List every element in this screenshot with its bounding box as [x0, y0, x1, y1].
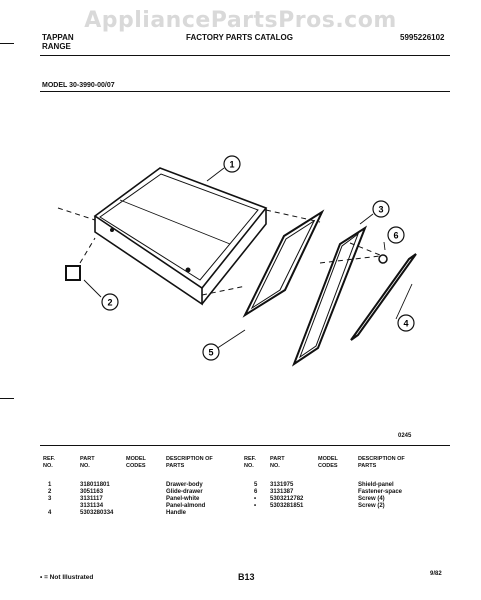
col-desc-right: DESCRIPTION OF PARTS: [358, 456, 405, 469]
col-part-left: PART NO.: [80, 456, 95, 469]
callout-2: [102, 294, 118, 310]
fastener-spacer: [379, 255, 387, 263]
row-desc: Fastener-space: [358, 489, 403, 495]
row-desc: Shield-panel: [358, 482, 394, 488]
model-rule: [40, 91, 450, 92]
col-ref-right: REF. NO.: [244, 456, 256, 469]
callout-3: [373, 201, 389, 217]
row-ref: 1: [48, 482, 52, 488]
catalog-title: FACTORY PARTS CATALOG: [186, 33, 293, 42]
revision-date: 9/82: [430, 571, 442, 577]
row-part: 3131975: [270, 482, 294, 488]
margin-tick: [0, 398, 14, 399]
row-part: 318011801: [80, 482, 110, 488]
row-part: 5303280334: [80, 510, 114, 516]
col-ref-left: REF. NO.: [43, 456, 55, 469]
row-ref: 4: [48, 510, 52, 516]
watermark: AppliancePartsPros.com: [84, 8, 397, 33]
row-part: 3131134: [80, 503, 104, 509]
row-part: 5303281851: [270, 503, 304, 509]
margin-tick: [0, 43, 14, 44]
not-illustrated-note: • = Not Illustrated: [40, 574, 94, 581]
exploded-parts-diagram: [40, 120, 440, 380]
row-desc: Screw (2): [358, 503, 385, 509]
row-ref: 3: [48, 496, 52, 502]
col-desc-left: DESCRIPTION OF PARTS: [166, 456, 213, 469]
svg-text:2: 2: [107, 297, 113, 308]
table-top-rule: [40, 445, 450, 446]
row-desc: Screw (4): [358, 496, 385, 502]
brand-line-1: TAPPAN: [42, 33, 74, 42]
row-desc: Handle: [166, 510, 187, 516]
row-ref: •: [254, 496, 257, 502]
row-desc: Panel-white: [166, 496, 200, 502]
row-part: 3131117: [80, 496, 103, 502]
figure-code: 0245: [398, 433, 412, 439]
svg-text:3: 3: [378, 204, 384, 215]
drawer-glide: [66, 266, 80, 280]
svg-text:4: 4: [403, 318, 409, 329]
row-ref: 6: [254, 489, 258, 495]
drawer-hole: [186, 268, 191, 273]
row-ref: 5: [254, 482, 258, 488]
svg-text:1: 1: [229, 159, 235, 170]
model-number: MODEL 30-3990-00/07: [42, 82, 115, 89]
callout-5: [203, 344, 219, 360]
shield-panel: [245, 212, 322, 315]
col-model-right: MODEL CODES: [318, 456, 338, 469]
callout-1: [224, 156, 240, 172]
page-number: B13: [238, 572, 255, 582]
callout-4: [398, 315, 414, 331]
header-rule: [40, 55, 450, 56]
row-desc: Panel-almond: [166, 503, 206, 509]
row-ref: 2: [48, 489, 52, 495]
row-desc: Drawer-body: [166, 482, 203, 488]
row-part: 3131387: [270, 489, 294, 495]
row-part: 3051163: [80, 489, 104, 495]
col-model-left: MODEL CODES: [126, 456, 146, 469]
catalog-number: 5995226102: [400, 33, 445, 42]
svg-text:6: 6: [393, 230, 399, 241]
drawer-body: [95, 168, 266, 288]
callout-6: [388, 227, 404, 243]
row-ref: •: [254, 503, 257, 509]
brand-line-2: RANGE: [42, 42, 71, 51]
col-part-right: PART NO.: [270, 456, 285, 469]
row-desc: Glide-drawer: [166, 489, 203, 495]
svg-text:5: 5: [208, 347, 214, 358]
row-part: 5303212782: [270, 496, 304, 502]
